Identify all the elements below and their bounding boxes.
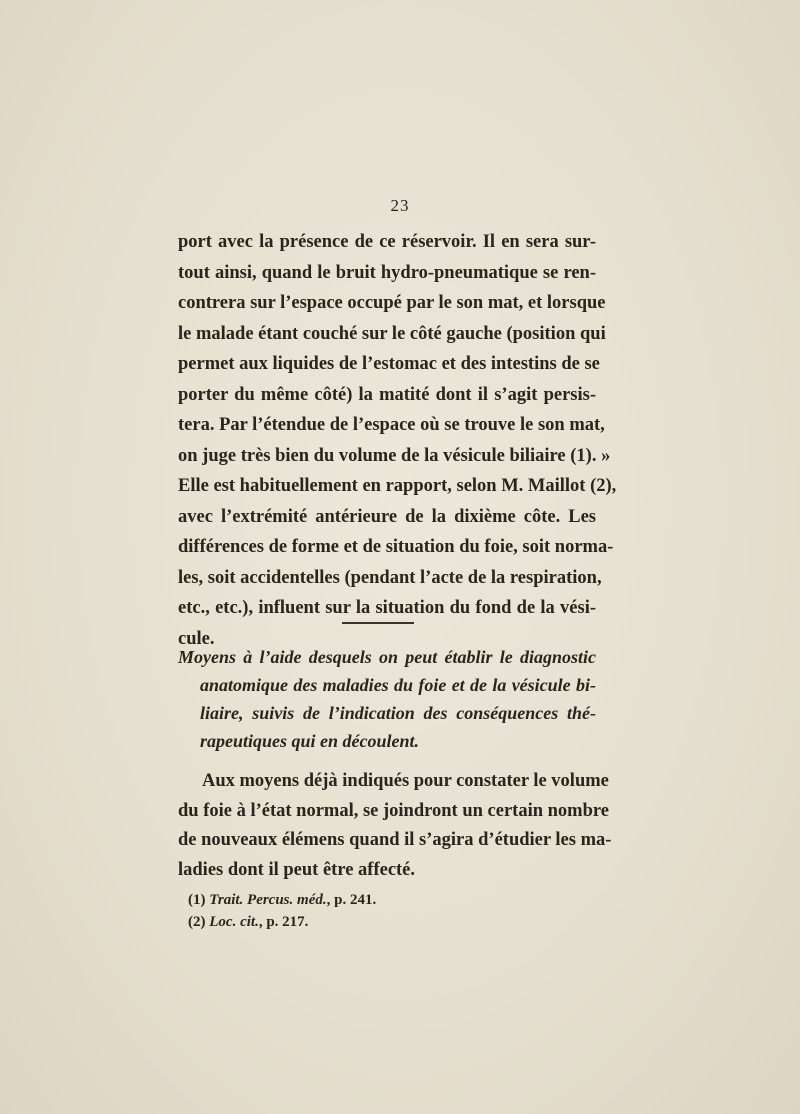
body-paragraph <box>178 227 617 654</box>
section-divider <box>342 622 414 624</box>
text-line: les, soit accidentelles (pendant l’acte de la respiration, <box>178 567 602 588</box>
heading-line: anatomique des maladies du foie et de la vésicule bi- <box>200 675 596 695</box>
footnote-1 <box>188 889 376 911</box>
heading-line: Moyens à l’aide desquels on peut établir le diagnostic <box>178 647 596 667</box>
text-line: ladies dont il peut être affecté. <box>178 859 416 880</box>
text-line: Elle est habituellement en rapport, selon M. Maillot (2), <box>178 476 617 496</box>
text-line: tera. Par l’étendue de l’espace où se trouve le son mat, <box>178 415 605 435</box>
footnotes <box>188 889 376 933</box>
footnote-mark: (1) <box>188 892 206 908</box>
page-number: 23 <box>390 196 410 215</box>
text-line: contrera sur l’espace occupé par le son mat, et lorsque <box>178 293 606 313</box>
body-paragraph-2 <box>178 767 612 885</box>
text-line: permet aux liquides de l’estomac et des intestins de se <box>178 354 600 374</box>
footnote-2 <box>188 911 376 933</box>
text-line: cule. <box>178 628 215 649</box>
text-line: avec l’extrémité antérieure de la dixième côte. Les <box>178 506 596 527</box>
heading-line: rapeutiques qui en découlent. <box>200 731 420 751</box>
heading-line: liaire, suivis de l’indication des conséquences thé- <box>200 703 596 723</box>
section-heading <box>178 643 596 755</box>
text-line: on juge très bien du volume de la vésicule biliaire (1). » <box>178 445 611 466</box>
footnote-page: , p. 241. <box>326 892 377 908</box>
text-line: du foie à l’état normal, se joindront un certain nombre <box>178 800 609 821</box>
text-line: port avec la présence de ce réservoir. Il en sera sur- <box>178 232 596 252</box>
footnote-page: , p. 217. <box>258 914 309 930</box>
footnote-reference: Loc. cit. <box>209 914 259 930</box>
text-line: différences de forme et de situation du foie, soit norma- <box>178 537 614 557</box>
footnote-reference: Trait. Percus. méd. <box>209 892 327 908</box>
footnote-mark: (2) <box>188 914 206 930</box>
text-line: le malade étant couché sur le côté gauche (position qui <box>178 323 606 344</box>
text-line: etc., etc.), influent sur la situation du fond de la vési- <box>178 598 596 618</box>
text-line: de nouveaux élémens quand il s’agira d’étudier les ma- <box>178 830 612 850</box>
text-line: Aux moyens déjà indiqués pour constater le volume <box>202 771 609 791</box>
text-line: tout ainsi, quand le bruit hydro-pneumatique se ren- <box>178 262 596 283</box>
text-line: porter du même côté) la matité dont il s’agit persis- <box>178 384 596 405</box>
